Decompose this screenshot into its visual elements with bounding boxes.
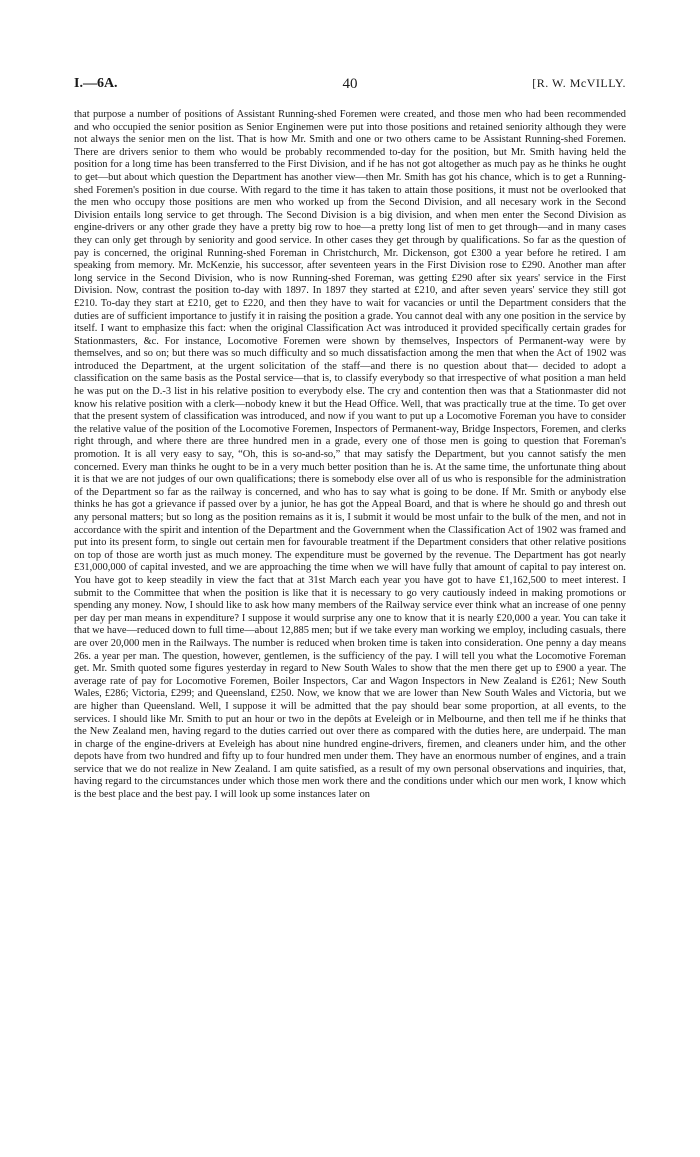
- document-reference: I.—6A.: [74, 76, 118, 91]
- page-number: 40: [342, 76, 358, 92]
- page-header: [74, 76, 626, 98]
- body-text: [74, 109, 626, 802]
- body-paragraph: that purpose a number of positions of Assistant Running-shed Foremen were created, and those men who had been recommended and who occupied the senior position as Senior Enginemen were put into those positions and retained seniority although they were not always the senior men on the list. That is how Mr. Smith and one or two others came to be Assistant Running-shed Foremen. There are drivers senior to them who would be probably recommended to-day for the position, but Mr. Smith having held the position for a long time has been transferred to the First Division, and if he has not got altogether as much pay as he thinks he ought to get—but about which question the Department has another view—then Mr. Smith has got his chance, which is to get a Running-shed Foremen's position in due course. With regard to the time it has taken to attain those positions, it must not be overlooked that the men who occupy those positions are men who worked up from the Second Division, and all necesary work in the Second Division entails long service to get through. The Second Division is a big division, and when men enter the Second Division as engine-drivers or any other grade they have a pretty big row to hoe—a pretty long list of men to get through—and in many cases they can only get through by seniority and good service. In other cases they get through by qualifications. So far as the question of pay is concerned, the original Running-shed Foreman in Christchurch, Mr. Dickenson, got £300 a year before he retired. I am speaking from memory. Mr. McKenzie, his successor, after seventeen years in the First Division rose to £290. Another man after long service in the Second Division, who is now Running-shed Foreman, was getting £290 after six years' service in the First Division. Now, contrast the position to-day with 1897. In 1897 they started at £210, and after seven years' service they still got £210. To-day they start at £210, get to £220, and then they have to wait for vacancies or until the Department considers that the duties are of sufficient importance to justify it in raising the position a grade. You cannot deal with any one position in the service by itself. I want to emphasize this fact: when the original Classification Act was introduced it provided specifically certain grades for Stationmasters, &c. For instance, Locomotive Foremen were shown by themselves, Inspectors of Permanent-way were by themselves, and so on; but there was so much difficulty and so much dissatisfaction among the men that when the Act of 1902 was introduced the Department, at the urgent solicitation of the staff—and there is no question about that— decided to adopt a classification on the same basis as the Postal service—that is, to classify everybody so that irrespective of what position a man held he was put on the D.-3 list in his relative position to everybody else. The cry and contention then was that a Stationmaster did not know his relative position with a clerk—nobody knew it but the Head Office. Well, that was practically true at the time. To get over that the present system of classification was introduced, and now if you want to put up a Locomotive Foreman you have to consider the relative value of the position of the Locomotive Foremen, Inspectors of Permanent-way, Bridge Inspectors, Foremen, and clerks right through, and where there are three hundred men in a grade, every one of those men is going to question that Foreman's promotion. It is all very easy to say, “Oh, this is so-and-so,” that may satisfy the Department, but you cannot satisfy the men concerned. Every man thinks he ought to be in a very much better position than he is. At the same time, the unfortunate thing about it is that we are not judges of our own qualifications; there is somebody else over all of us who is responsible for the administration of the Department so far as the railway is concerned, and who has to say what is going to be done. If Mr. Smith or anybody else thinks he has got a grievance if passed over by a junior, he has got the Appeal Board, and that is where he should go and thresh out any personal matters; but so long as the position remains as it is, I submit it would be most unfair to the bulk of the men, and not in accordance with the spirit and intention of the Department and the Government when the Classification Act of 1902 was framed and put into its present form, to single out certain men for favourable treatment if the Department considers that other relative positions on top of those are worth just as much money. The expenditure must be governed by the revenue. The Department has got nearly £31,000,000 of capital invested, and we are approaching the time when we will have fully that amount of capital to pay interest on. You have got to keep steadily in view the fact that at 31st March each year you have got to have £1,162,500 to meet interest. I submit to the Committee that when the position is like that it is necessary to go very cautiously indeed in making promotions or spending any money. Now, I should like to ask how many members of the Railway service ever think what an increase of one penny per day per man means in expenditure? I suppose it would surprise any one to know that it is nearly £20,000 a year. You can take it that we have—reduced down to full time—about 12,885 men; but if we take every man working we employ, including casuals, there are over 20,000 men in the Railways. The number is reduced when broken time is taken into consideration. One penny a day means 26s. a year per man. The question, however, gentlemen, is the sufficiency of the pay. I will tell you what the Locomotive Foreman get. Mr. Smith quoted some figures yesterday in regard to New South Wales to show that the men there get up to £900 a year. The average rate of pay for Locomotive Foremen, Boiler Inspectors, Car and Wagon Inspectors in New Zealand is £261; New South Wales, £286; Victoria, £299; and Queensland, £250. Now, we know that we are lower than New South Wales and Victoria, but we are higher than Queensland. Well, I suppose it will be admitted that the pay should bear some proportion, at all events, to the services. I should like Mr. Smith to put an hour or two in the depôts at Eveleigh or in Melbourne, and then tell me if he thinks that the New Zealand men, having regard to the duties carried out over there as compared with the duties here, are underpaid. The man in charge of the engine-drivers at Eveleigh has about nine hundred engine-drivers, firemen, and cleaners under him, and the other depots have from two hundred and fifty up to four hundred men under them. They have an enormous number of engines, and a train service that we do not realize in New Zealand. I am quite satisfied, as a result of my own personal observations and inquiries, that, having regard to the circumstances under which those men work there and the conditions under which our men work, I know which is the best place and the best pay. I will look up some instances later on: [74, 109, 626, 801]
- witness-name: [R. W. McVILLY.: [532, 76, 626, 90]
